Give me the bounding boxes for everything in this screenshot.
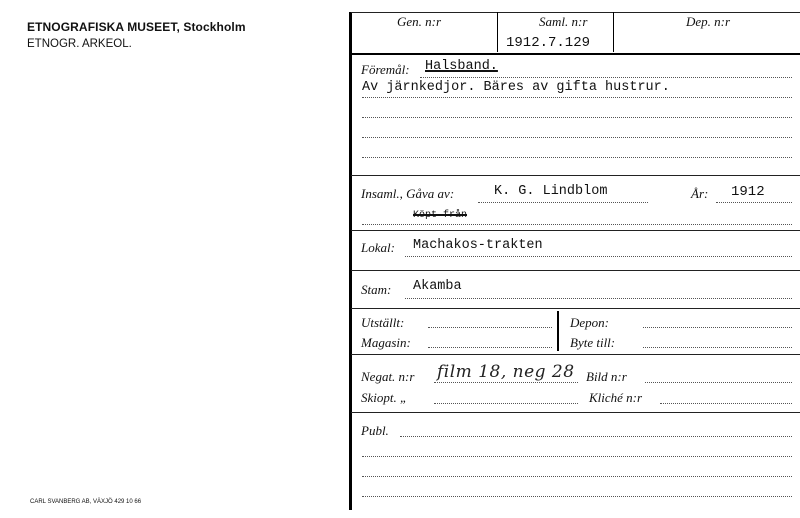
museum-title: [27, 20, 246, 34]
foremal-name: Halsband.: [425, 59, 498, 74]
struck-text: Köpt från: [413, 210, 468, 221]
stam-value: Akamba: [413, 279, 462, 294]
skiopt-line: [434, 403, 578, 404]
magasin-line: [428, 347, 552, 348]
insamling-line: [478, 202, 648, 203]
number-row-bottom: [351, 53, 800, 55]
negat-line: [434, 382, 578, 383]
stam-label: Stam:: [361, 282, 392, 297]
foremal-description: Av järnkedjor. Bäres av gifta hustrur.: [362, 80, 670, 95]
utstallt-bottom: [351, 354, 800, 355]
lokal-line: [405, 256, 792, 257]
negat-label: Negat. n:r: [361, 369, 415, 384]
museum-name: ETNOGRAFISKA MUSEET,: [27, 20, 180, 34]
utstallt-line: [428, 327, 552, 328]
top-border: [351, 12, 800, 13]
depon-label: Depon:: [570, 315, 609, 330]
printer-note: CARL SVANBERG AB, VÄXJÖ 429 10 66: [30, 499, 142, 505]
foremal-line-2: [362, 97, 792, 98]
dep-label: Dep. n:r: [686, 14, 731, 29]
insamling-value: K. G. Lindblom: [494, 184, 608, 199]
utstallt-divider: [557, 311, 559, 351]
publ-line-1: [400, 436, 792, 437]
bild-label: Bild n:r: [586, 369, 627, 384]
stam-line: [405, 298, 792, 299]
depon-line: [643, 327, 792, 328]
insamling-bottom: [351, 230, 800, 231]
insamling-line-2: [362, 224, 792, 225]
foremal-line-1: [420, 77, 792, 78]
publ-line-3: [362, 476, 792, 477]
utstallt-label: Utställt:: [361, 315, 405, 330]
publ-line-4: [362, 496, 792, 497]
byte-line: [643, 347, 792, 348]
insamling-label: Insaml., Gåva av:: [361, 186, 455, 201]
foremal-label: Föremål:: [361, 62, 410, 77]
negativ-bottom: [351, 412, 800, 413]
publ-label: Publ.: [361, 423, 389, 438]
lokal-label: Lokal:: [361, 240, 395, 255]
stam-bottom: [351, 308, 800, 309]
card-left-border: [349, 12, 352, 510]
foremal-line-4: [362, 137, 792, 138]
foremal-line-3: [362, 117, 792, 118]
kliche-label: Kliché n:r: [589, 390, 643, 405]
publ-line-2: [362, 456, 792, 457]
gen-label: Gen. n:r: [397, 14, 442, 29]
foremal-line-5: [362, 157, 792, 158]
byte-label: Byte till:: [570, 335, 616, 350]
negat-value: film 18, neg 28: [437, 362, 575, 382]
saml-label: Saml. n:r: [539, 14, 588, 29]
museum-city: Stockholm: [183, 20, 246, 34]
year-label: År:: [691, 186, 709, 201]
magasin-label: Magasin:: [361, 335, 411, 350]
lokal-value: Machakos-trakten: [413, 238, 543, 253]
divider-saml-dep: [613, 12, 614, 52]
saml-number: 1912.7.129: [506, 35, 591, 51]
bild-line: [645, 382, 792, 383]
year-line: [716, 202, 792, 203]
lokal-bottom: [351, 270, 800, 271]
year-value: 1912: [731, 184, 765, 200]
kliche-line: [660, 403, 792, 404]
foremal-bottom: [351, 175, 800, 176]
divider-gen-saml: [497, 12, 498, 52]
skiopt-label: Skiopt. „: [361, 390, 408, 405]
department-name: ETNOGR. ARKEOL.: [27, 38, 132, 50]
